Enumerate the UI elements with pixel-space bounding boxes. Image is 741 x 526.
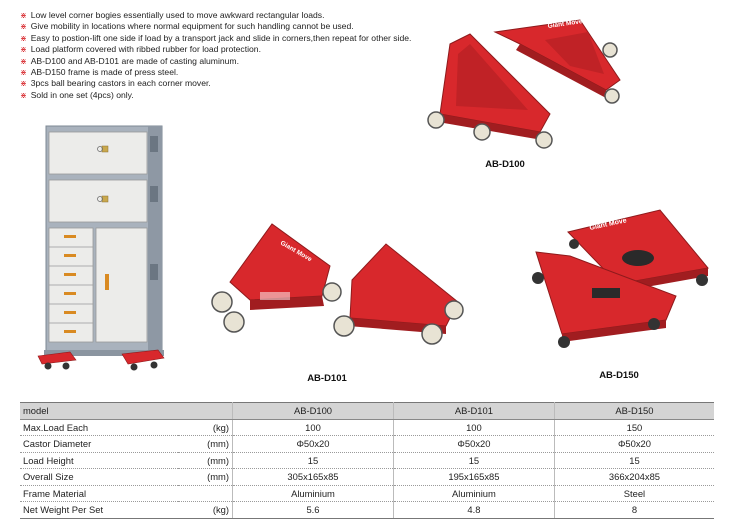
cell: Aluminium <box>233 485 394 502</box>
row-unit: (kg) <box>178 502 233 519</box>
row-unit <box>178 485 233 502</box>
bullet-icon: ⋇ <box>20 45 27 55</box>
feature-item: ⋇ Easy to postion-lift one side if load by a transport jack and slide in corners,then repeat for other side. <box>20 32 412 43</box>
logo-text: Giant Move <box>279 239 313 264</box>
table-row <box>20 502 714 519</box>
cell: 5.6 <box>233 502 394 519</box>
row-unit: (kg) <box>178 419 233 436</box>
row-label: Load Height <box>20 452 178 469</box>
row-unit: (mm) <box>178 452 233 469</box>
cell: Steel <box>554 485 714 502</box>
ab-d101-image <box>210 222 470 360</box>
cell: Φ50x20 <box>554 436 714 453</box>
feature-item: ⋇ Give mobility in locations where normal equipment for such handling cannot be used. <box>20 21 354 32</box>
table-row <box>20 452 714 469</box>
spec-table <box>20 402 714 519</box>
logo-text: Giant Move <box>588 217 628 232</box>
row-unit: (mm) <box>178 469 233 486</box>
cabinet-on-movers-image <box>36 124 166 372</box>
cell: 15 <box>233 452 394 469</box>
cell: 15 <box>554 452 714 469</box>
header-col: AB-D101 <box>393 403 554 420</box>
feature-item: ⋇ Sold in one set (4pcs) only. <box>20 89 134 100</box>
row-label: Frame Material <box>20 485 178 502</box>
cell: Φ50x20 <box>233 436 394 453</box>
cell: 305x165x85 <box>233 469 394 486</box>
cell: 15 <box>393 452 554 469</box>
ab-d101-caption: AB-D101 <box>307 373 347 384</box>
cell: 366x204x85 <box>554 469 714 486</box>
header-col: AB-D100 <box>233 403 394 420</box>
table-row <box>20 485 714 502</box>
table-row <box>20 436 714 453</box>
ab-d150-image <box>526 196 716 356</box>
feature-list <box>20 10 411 101</box>
bullet-icon: ⋇ <box>20 22 27 32</box>
cell: 100 <box>233 419 394 436</box>
ab-d150-caption: AB-D150 <box>599 370 639 381</box>
table-header-row <box>20 403 714 420</box>
bullet-icon: ⋇ <box>20 33 27 43</box>
logo-text: Giant Move <box>547 18 583 30</box>
cell: Aluminium <box>393 485 554 502</box>
feature-item: ⋇ Load platform covered with ribbed rubber for load protection. <box>20 44 261 55</box>
bullet-icon: ⋇ <box>20 11 27 20</box>
header-col: AB-D150 <box>554 403 714 420</box>
table-row <box>20 469 714 486</box>
cell: 195x165x85 <box>393 469 554 486</box>
feature-item: ⋇ AB-D100 and AB-D101 are made of casting aluminum. <box>20 55 239 66</box>
table-row <box>20 419 714 436</box>
bullet-icon: ⋇ <box>20 79 27 89</box>
feature-item: ⋇ AB-D150 frame is made of press steel. <box>20 67 179 78</box>
bullet-icon: ⋇ <box>20 90 27 100</box>
bullet-icon: ⋇ <box>20 56 27 66</box>
ab-d100-image <box>420 14 630 154</box>
row-label: Max.Load Each <box>20 419 178 436</box>
row-unit: (mm) <box>178 436 233 453</box>
row-label: Castor Diameter <box>20 436 178 453</box>
cell: 4.8 <box>393 502 554 519</box>
cell: 8 <box>554 502 714 519</box>
feature-item: ⋇ Low level corner bogies essentially used to move awkward rectangular loads. <box>20 10 325 20</box>
header-model: model <box>20 403 233 420</box>
cell: Φ50x20 <box>393 436 554 453</box>
ab-d100-caption: AB-D100 <box>485 159 525 170</box>
row-label: Overall Size <box>20 469 178 486</box>
cell: 100 <box>393 419 554 436</box>
feature-item: ⋇ 3pcs ball bearing castors in each corner mover. <box>20 78 211 89</box>
row-label: Net Weight Per Set <box>20 502 178 519</box>
bullet-icon: ⋇ <box>20 68 27 78</box>
cell: 150 <box>554 419 714 436</box>
